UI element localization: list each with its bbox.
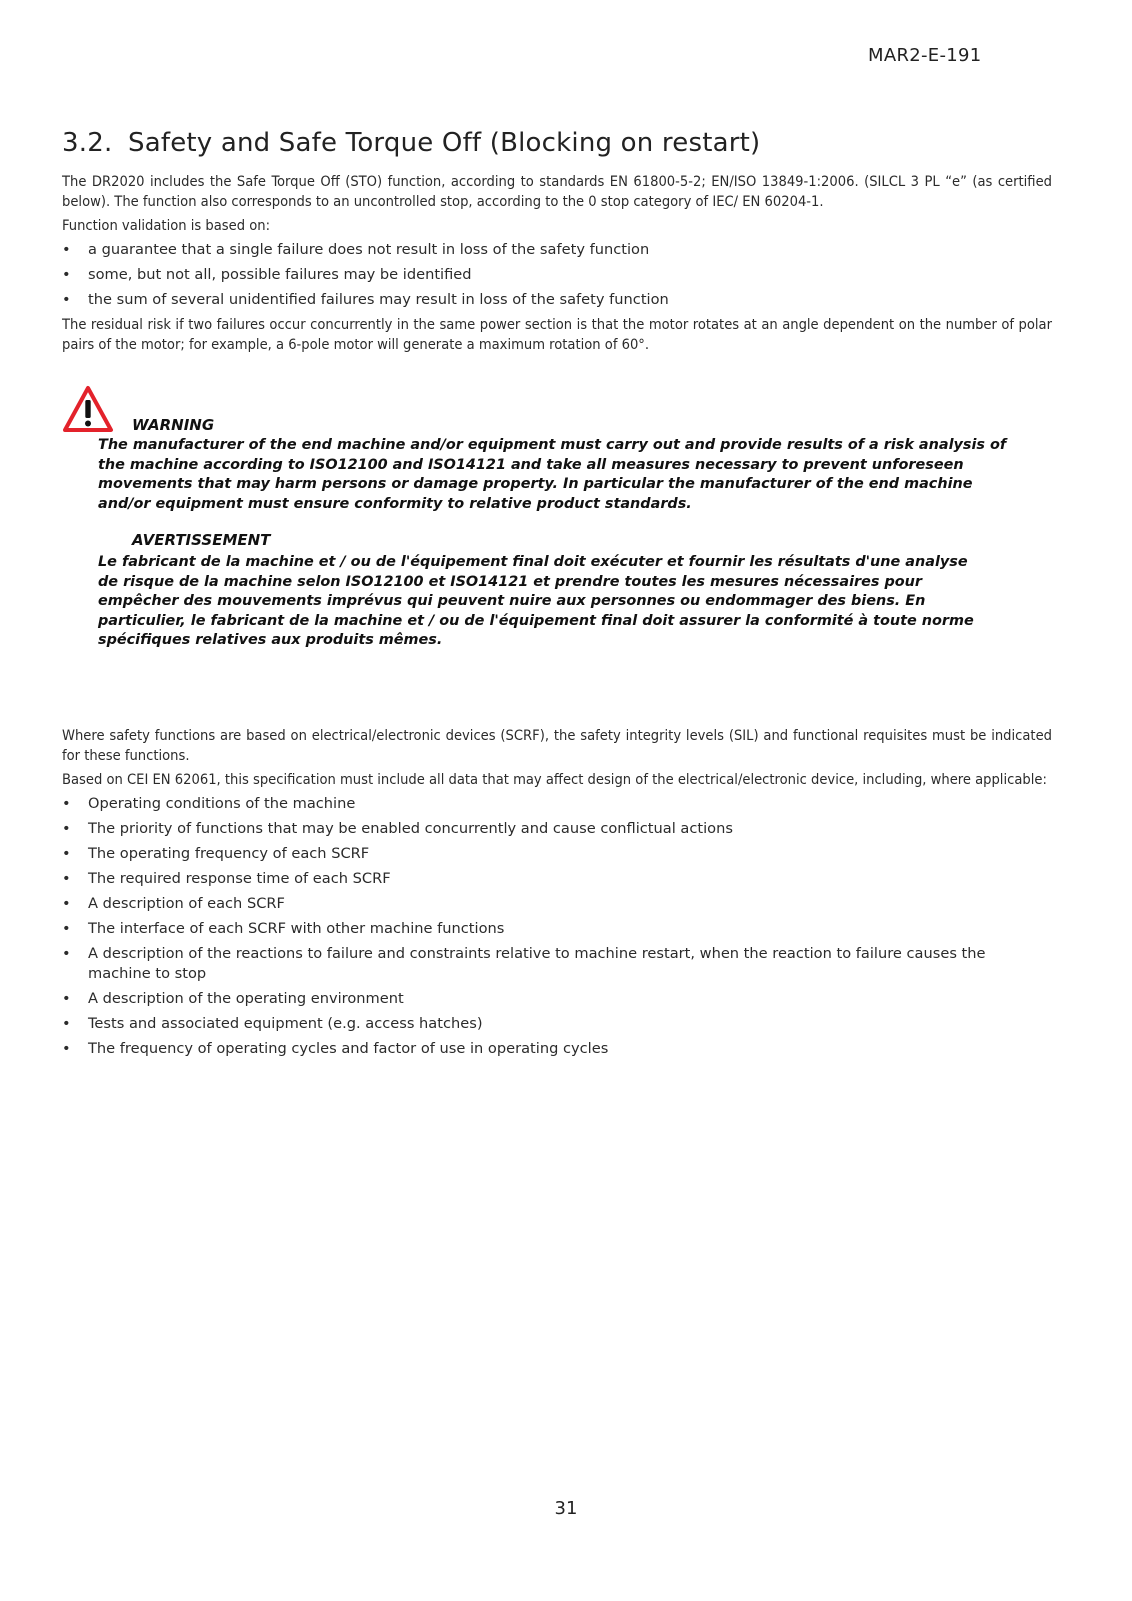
list-item: • The required response time of each SCRF — [62, 870, 391, 887]
specification-list — [62, 794, 1052, 1059]
section-heading — [62, 128, 760, 158]
list-item: • The interface of each SCRF with other machine functions — [62, 920, 505, 937]
warning-triangle-icon — [62, 384, 114, 434]
list-item: • Operating conditions of the machine — [62, 795, 356, 812]
intro-paragraph: The DR2020 includes the Safe Torque Off (STO) function, according to standards EN 61800-5-2; EN/ISO 13849-1:2006. (SILCL 3 PL “e” (as certified below). The function also corresponds to an uncontrolled stop, according to the 0 stop category of IEC/ EN 60204-1. — [62, 173, 1052, 210]
scrf-paragraph: Where safety functions are based on electrical/electronic devices (SCRF), the safety integrity levels (SIL) and functional requisites must be indicated for these functions. — [62, 727, 1052, 764]
validation-list — [62, 240, 1052, 310]
avertissement-text: Le fabricant de la machine et / ou de l'équipement final doit exécuter et fournir les résultats d'une analyse de risque de la machine selon ISO12100 et ISO14121 et prendre toutes les mesures nécessaires pour empêcher des mouvements imprévus qui peuvent nuire aux personnes ou endommager des biens. En particulier, le fabricant de la machine et / ou de l'équipement final doit assurer la conformité à toute norme spécifiques relatives aux produits mêmes. — [98, 554, 974, 649]
scrf-section — [62, 726, 1052, 1064]
sto-description — [62, 172, 1052, 355]
specification-paragraph: Based on CEI EN 62061, this specification must include all data that may affect design of the electrical/electronic device, including, where applicable: — [62, 771, 1047, 788]
warning-title: WARNING — [132, 416, 215, 434]
residual-risk-paragraph: The residual risk if two failures occur concurrently in the same power section is that the motor rotates at an angle dependent on the number of polar pairs of the motor; for example, a 6-pole motor will generate a maximum rotation of 60°. — [62, 316, 1052, 353]
list-item: • a guarantee that a single failure does not result in loss of the safety function — [62, 241, 650, 258]
list-item: • The frequency of operating cycles and factor of use in operating cycles — [62, 1040, 609, 1057]
section-number: 3.2. — [62, 128, 113, 158]
list-item: • The operating frequency of each SCRF — [62, 845, 370, 862]
validation-lead: Function validation is based on: — [62, 217, 270, 234]
list-item: • Tests and associated equipment (e.g. access hatches) — [62, 1015, 483, 1032]
list-item: • The priority of functions that may be enabled concurrently and cause conflictual actions — [62, 820, 733, 837]
page-number: 31 — [554, 1498, 578, 1519]
list-item: • A description of the operating environment — [62, 990, 404, 1007]
list-item: • some, but not all, possible failures may be identified — [62, 266, 472, 283]
section-title: Safety and Safe Torque Off (Blocking on restart) — [128, 128, 761, 158]
list-item: • the sum of several unidentified failures may result in loss of the safety function — [62, 291, 669, 308]
warning-text: The manufacturer of the end machine and/or equipment must carry out and provide results of a risk analysis of the machine according to ISO12100 and ISO14121 and take all measures necessary to prevent unforeseen movements that may harm persons or damage property. In particular the manufacturer of the end machine and/or equipment must ensure conformity to relative product standards. — [98, 437, 1007, 512]
document-code: MAR2-E-191 — [868, 45, 982, 66]
avertissement-title: AVERTISSEMENT — [132, 531, 271, 549]
list-item: • A description of each SCRF — [62, 895, 285, 912]
list-item: • A description of the reactions to failure and constraints relative to machine restart, when the reaction to failure causes the machine to stop — [62, 945, 986, 982]
